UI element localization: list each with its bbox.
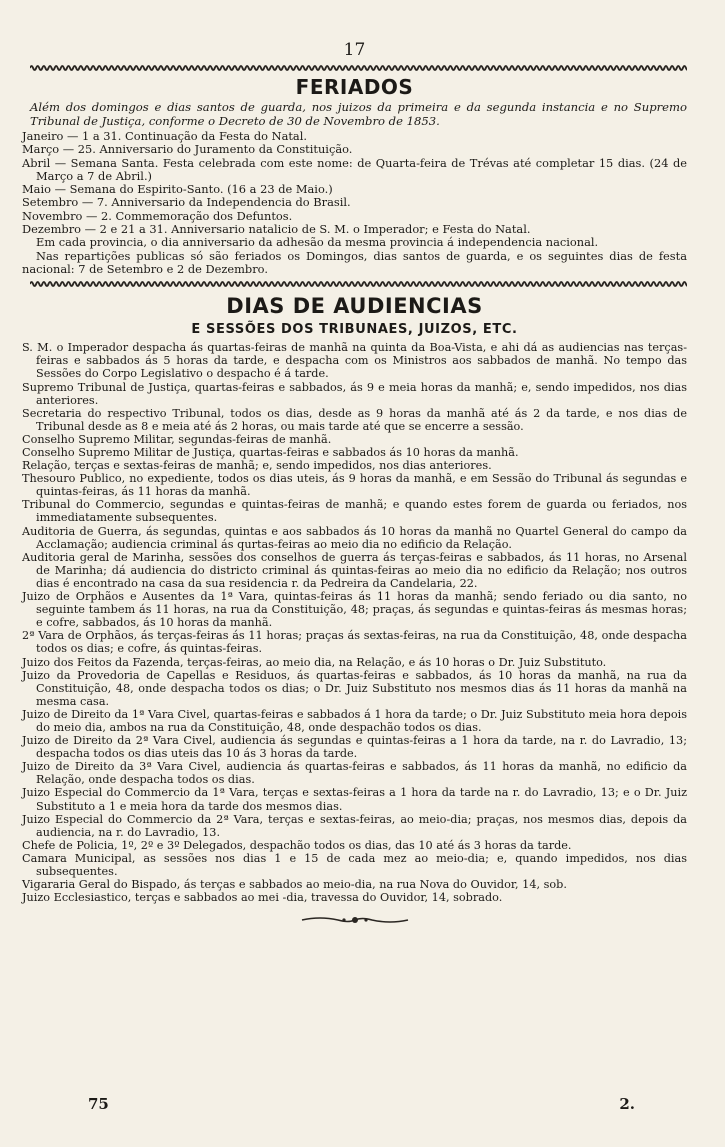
- feriado-entry: Abril — Semana Santa. Festa celebrada com este nome: de Quarta-feira de Trévas até completar 15 dias. (24 de Março a 7 de Abril.): [22, 155, 687, 183]
- audiencias-subheading: E SESSÕES DOS TRIBUNAES, JUIZOS, ETC.: [191, 322, 518, 338]
- audiencia-entry: Juizo de Orphãos e Ausentes da 1ª Vara, quintas-feiras ás 11 horas da manhã; sendo feriado ou dia santo, no seguinte tambem ás 11 horas, na rua da Constituição, 48; praças, ás segundas e quintas-feiras ás mesmas horas; e cofre, sabbados, ás 10 horas da manhã.: [22, 590, 687, 630]
- ornamental-rule-middle: [30, 280, 687, 290]
- audiencia-entry: Juizo Especial do Commercio da 1ª Vara, terças e sextas-feiras a 1 hora da tarde na r. do Lavradio, 13; e o Dr. Juiz Substituto a 1 e meia hora da tarde dos mesmos dias.: [22, 786, 687, 813]
- audiencia-entry: S. M. o Imperador despacha ás quartas-feiras de manhã na quinta da Boa-Vista, e ahi dá as audiencias nas terças-feiras e sabbados ás 5 horas da tarde, e despacha com os Ministros aos sabbados de manhã. No tempo das Sessões do Corpo Legislativo o despacho é á tarde.: [22, 341, 687, 381]
- feriados-heading: FERIADOS: [295, 75, 414, 99]
- audiencias-heading: DIAS DE AUDIENCIAS: [226, 294, 483, 319]
- audiencia-entry: Juizo dos Feitos da Fazenda, terças-feiras, ao meio dia, na Relação, e ás 10 horas o Dr. Juiz Substituto.: [22, 655, 607, 669]
- audiencia-entry: Thesouro Publico, no expediente, todos os dias uteis, ás 9 horas da manhã, e em Sessão do Tribunal ás segundas e quintas-feiras, ás 11 horas da manhã.: [22, 472, 687, 499]
- audiencia-entry: Supremo Tribunal de Justiça, quartas-feiras e sabbados, ás 9 e meia horas da manhã; e, sendo impedidos, nos dias anteriores.: [22, 380, 687, 407]
- feriado-note: Em cada provincia, o dia anniversario da adhesão da mesma provincia á independencia nacional.: [36, 235, 599, 250]
- audiencia-entry: Relação, terças e sextas-feiras de manhã; e, sendo impedidos, nos dias anteriores.: [22, 459, 492, 473]
- audiencia-entry: Secretaria do respectivo Tribunal, todos os dias, desde as 9 horas da manhã até ás 2 da tarde, e nos dias de Tribunal desde as 8 e meia até ás 2 horas, ou mais tarde até que se encerre a sessão.: [22, 406, 687, 433]
- feriado-entry: Março — 25. Anniversario do Juramento da Constituição.: [22, 142, 353, 157]
- feriado-entry: Setembro — 7. Anniversario da Independencia do Brasil.: [22, 195, 351, 210]
- audiencia-entry: Camara Municipal, as sessões nos dias 1 e 15 de cada mez ao meio-dia; e, quando impedidos, nos dias subsequentes.: [22, 851, 687, 879]
- audiencia-entry: Vigararia Geral do Bispado, ás terças e sabbados ao meio-dia, na rua Nova do Ouvidor, 14, sob.: [22, 878, 567, 892]
- feriado-entry: Dezembro — 2 e 21 a 31. Anniversario natalicio de S. M. o Imperador; e Festa do Natal.: [22, 222, 531, 237]
- audiencia-entry: 2ª Vara de Orphãos, ás terças-feiras ás 11 horas; praças ás sextas-feiras, na rua da Constituição, 48, onde despacha todos os dias; e cofre, ás quintas-feiras.: [22, 629, 687, 656]
- audiencia-entry: Juizo de Direito da 2ª Vara Civel, audiencia ás segundas e quintas-feiras a 1 hora da tarde, na r. do Lavradio, 13; despacha todos os dias uteis das 10 ás 3 horas da tarde.: [22, 734, 687, 761]
- audiencia-entry: Juizo de Direito da 1ª Vara Civel, quartas-feiras e sabbados á 1 hora da tarde; o Dr. Juiz Substituto meia hora depois do meio dia, ambos na rua da Constituição, 48, onde despachão todos os dias.: [22, 707, 687, 734]
- wavy-rule-icon: [30, 64, 687, 72]
- audiencia-entry: Juizo da Provedoria de Capellas e Residuos, ás quartas-feiras e sabbados, ás 10 horas da manhã, na rua da Constituição, 48, onde despacha todos os dias; o Dr. Juiz Substituto nos mesmos dias ás 11 horas da manhã na mesma casa.: [22, 668, 687, 708]
- feriado-entry: Janeiro — 1 a 31. Continuação da Festa do Natal.: [22, 129, 307, 143]
- audiencia-entry: Tribunal do Commercio, segundas e quintas-feiras de manhã; e quando estes forem de guarda ou feriados, nos immediatamente subsequentes.: [22, 498, 687, 525]
- audiencia-entry: Juizo Especial do Commercio da 2ª Vara, terças e sextas-feiras, ao meio-dia; praças, nos mesmos dias, depois da audiencia, na r. do Lavradio, 13.: [22, 812, 687, 839]
- page-number: 17: [343, 40, 366, 60]
- wavy-rule-icon: [30, 280, 687, 288]
- audiencia-entry: Conselho Supremo Militar, segundas-feiras de manhã.: [22, 432, 332, 446]
- feriados-intro: Além dos domingos e dias santos de guarda, nos juizos da primeira e da segunda instancia e no Supremo Tribunal de Justiça, conforme o Decreto de 30 de Novembro de 1853.: [30, 100, 687, 128]
- signature-mark-left: 75: [88, 1095, 109, 1113]
- feriado-entry: Maio — Semana do Espirito-Santo. (16 a 23 de Maio.): [22, 182, 333, 197]
- audiencia-entry: Auditoria geral de Marinha, sessões dos conselhos de guerra ás terças-feiras e sabbados, ás 11 horas, no Arsenal de Marinha; dá audiencia do districto criminal ás quintas-feiras ao meio dia no edificio da Relação; nos outros dias é encontrado na casa da sua residencia r. da Pedreira da Candelaria, 22.: [22, 550, 687, 590]
- audiencia-entry: Conselho Supremo Militar de Justiça, quartas-feiras e sabbados ás 10 horas da manhã.: [22, 446, 519, 460]
- audiencia-entry: Juizo de Direito da 3ª Vara Civel, audiencia ás quartas-feiras e sabbados, ás 11 horas da manhã, no edificio da Relação, onde despacha todos os dias.: [22, 760, 687, 787]
- flourish-icon: [300, 915, 410, 925]
- feriado-entry: Novembro — 2. Commemoração dos Defuntos.: [22, 208, 293, 223]
- audiencia-entry: Auditoria de Guerra, ás segundas, quintas e aos sabbados ás 10 horas da manhã no Quartel General do campo da Acclamação; audiencia criminal ás qurtas-feiras ao meio dia no edificio da Relação.: [22, 524, 687, 551]
- audiencia-entry: Chefe de Policia, 1º, 2º e 3º Delegados, despachão todos os dias, das 10 até ás 3 horas da tarde.: [22, 838, 572, 852]
- feriado-note: Nas repartições publicas só são feriados os Domingos, dias santos de guarda, e os seguintes dias de festa nacional: 7 de Setembro e 2 de Dezembro.: [22, 248, 687, 276]
- signature-mark-right: 2.: [619, 1095, 635, 1113]
- closing-ornament: [22, 910, 687, 929]
- feriados-section: [22, 76, 687, 276]
- audiencias-section: [22, 294, 687, 904]
- audiencia-entry: Juizo Ecclesiastico, terças e sabbados ao mei -dia, travessa do Ouvidor, 14, sobrado.: [22, 891, 503, 905]
- ornamental-rule-top: [30, 64, 687, 74]
- page-footer: [0, 1095, 725, 1113]
